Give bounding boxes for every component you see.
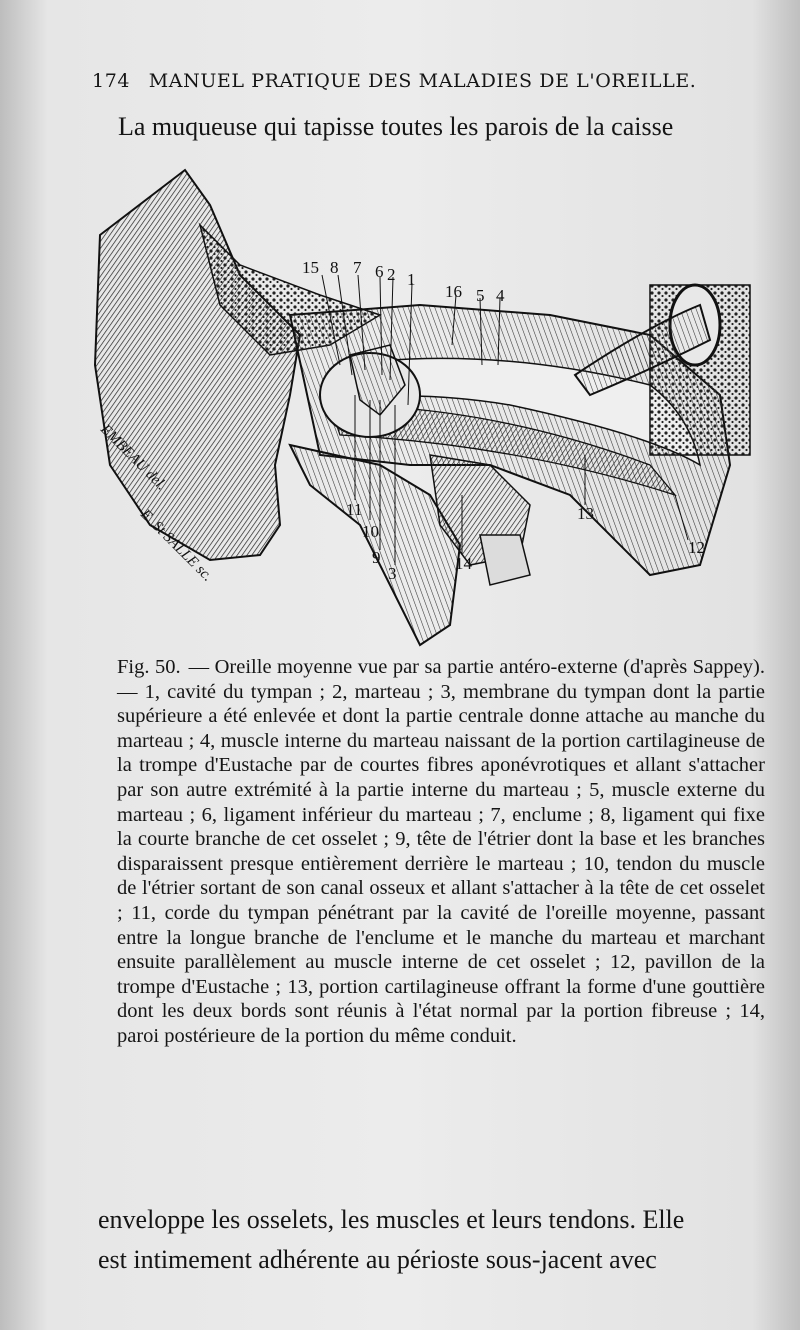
engraver-signature-2: E. St SALLE sc. bbox=[137, 506, 216, 585]
engraver-signature: EMBEAU del. bbox=[97, 421, 170, 494]
intro-line: La muqueuse qui tapisse toutes les parois de la caisse bbox=[118, 112, 674, 141]
label-5: 5 bbox=[476, 286, 485, 305]
label-6: 6 bbox=[375, 262, 384, 281]
label-3: 3 bbox=[388, 564, 397, 583]
middle-ear-engraving bbox=[90, 165, 760, 655]
label-2: 2 bbox=[387, 265, 396, 284]
page-header bbox=[92, 70, 742, 92]
page-number: 174 bbox=[92, 70, 131, 92]
label-12: 12 bbox=[688, 538, 705, 557]
figure-illustration bbox=[90, 165, 760, 655]
running-title: MANUEL PRATIQUE DES MALADIES DE L'OREILLE. bbox=[148, 70, 697, 92]
label-4: 4 bbox=[496, 286, 505, 305]
body-line-1: enveloppe les osselets, les muscles et leurs tendons. Elle bbox=[98, 1205, 685, 1234]
label-10: 10 bbox=[362, 522, 379, 541]
label-7: 7 bbox=[353, 258, 362, 277]
figure-number: Fig. 50. bbox=[117, 656, 181, 678]
body-line-2: est intimement adhérente au périoste sous-jacent avec bbox=[98, 1245, 657, 1274]
label-8: 8 bbox=[330, 258, 339, 277]
label-15: 15 bbox=[302, 258, 319, 277]
label-14: 14 bbox=[455, 554, 472, 573]
label-9: 9 bbox=[372, 548, 381, 567]
label-13: 13 bbox=[577, 504, 594, 523]
label-1: 1 bbox=[407, 270, 416, 289]
label-11: 11 bbox=[346, 500, 363, 519]
label-16: 16 bbox=[445, 282, 462, 301]
figure-caption bbox=[117, 655, 765, 1049]
caption-text: — Oreille moyenne vue par sa partie antéro-externe (d'après Sappey). — 1, cavité du tympan ; 2, marteau ; 3, membrane du tympan dont la partie supérieure a été enlevée et dont la partie centrale donne attache au manche du marteau ; 4, muscle interne du marteau naissant de la portion cartilagineuse de la trompe d'Eustache par de courtes fibres aponévrotiques et allant s'attacher par son autre extrémité à la partie interne du marteau ; 5, muscle externe du marteau ; 6, ligament inférieur du marteau ; 7, enclume ; 8, ligament qui fixe la courte branche de cet osselet ; 9, tête de l'étrier dont la base et les branches disparaissent presque entièrement derrière le marteau ; 10, tendon du muscle de l'étrier sortant de son canal osseux et allant s'attacher à la tête de cet osselet ; 11, corde du tympan pénétrant par la cavité de l'oreille moyenne, passant entre la longue branche de l'enclume et le manche du marteau et marchant ensuite parallèlement au muscle interne de cet osselet ; 12, pavillon de la trompe d'Eustache ; 13, portion cartilagineuse offrant la forme d'une gouttière dont les deux bords sont réunis à l'état normal par la portion fibreuse ; 14, paroi postérieure de la portion du même conduit. bbox=[117, 656, 765, 1047]
